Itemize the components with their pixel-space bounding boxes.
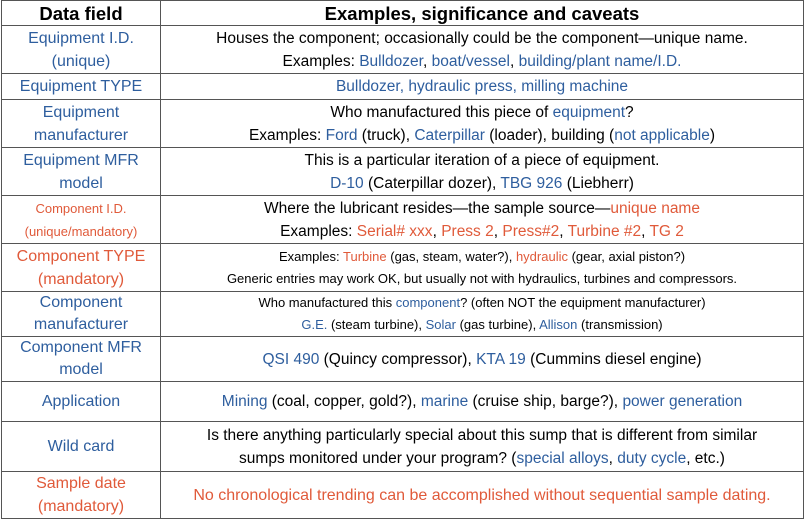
field-line: Component TYPE [16,247,146,265]
description-line: This is a particular iteration of a piece of equipment. [304,151,660,169]
table-row [2,382,804,422]
description-line: QSI 490 (Quincy compressor), KTA 19 (Cummins diesel engine) [262,350,702,368]
field-cell [2,196,161,244]
description-line: D-10 (Caterpillar dozer), TBG 926 (Liebherr) [330,174,634,192]
field-line: Component [39,294,123,311]
header-data-field: Data field [2,1,161,26]
field-line: Application [41,393,121,410]
field-cell [2,26,161,74]
field-line: (unique/mandatory) [24,223,138,239]
field-line: Component MFR [20,339,142,356]
field-line: (unique) [51,52,111,70]
description-line: Examples: Bulldozer, boat/vessel, building/plant name/I.D. [282,52,682,70]
description-cell [161,337,804,382]
field-cell [2,148,161,196]
description-line: Who manufactured this piece of equipment? [330,103,634,121]
table-row [2,26,804,74]
field-line: (mandatory) [37,270,125,288]
description-cell [161,472,804,519]
description-cell [161,148,804,196]
description-line: sumps monitored under your program? (special alloys, duty cycle, etc.) [239,449,725,467]
field-cell [2,244,161,292]
field-line: Equipment MFR [23,151,139,169]
description-cell [161,26,804,74]
description-line: No chronological trending can be accomplished without sequential sample dating. [193,486,771,504]
description-line: G.E. (steam turbine), Solar (gas turbine), Allison (transmission) [301,317,663,332]
table-row [2,337,804,382]
description-cell [161,196,804,244]
field-line: (mandatory) [37,498,125,515]
description-line: Bulldozer, hydraulic press, milling machine [335,78,629,95]
description-line: Generic entries may work OK, but usually not with hydraulics, turbines and compressors. [226,270,738,286]
description-cell [161,244,804,292]
field-cell [2,422,161,472]
field-line: manufacturer [33,316,129,333]
field-cell [2,74,161,100]
table-row [2,148,804,196]
description-line: Who manufactured this component? (often NOT the equipment manufacturer) [258,295,706,310]
field-line: Sample date [36,475,126,492]
field-cell [2,292,161,337]
description-line: Mining (coal, copper, gold?), marine (cruise ship, barge?), power generation [221,393,743,410]
field-line: manufacturer [33,126,129,144]
field-line: Wild card [47,438,115,455]
table-row [2,74,804,100]
field-line: model [59,174,103,192]
field-cell [2,472,161,519]
field-line: Equipment [42,103,120,121]
field-cell [2,100,161,148]
description-cell [161,74,804,100]
header-examples: Examples, significance and caveats [161,1,804,26]
data-field-table [1,0,804,519]
field-line: model [59,361,103,378]
table-row [2,472,804,519]
field-line: Equipment I.D. [28,29,134,47]
table-row [2,100,804,148]
description-line: Examples: Ford (truck), Caterpillar (loader), building (not applicable) [248,126,716,144]
description-line: Is there anything particularly special about this sump that is different from similar [206,426,758,444]
table-row [2,292,804,337]
description-cell [161,382,804,422]
description-line: Examples: Serial# xxx, Press 2, Press#2, Turbine #2, TG 2 [280,222,684,240]
description-cell [161,422,804,472]
description-cell [161,292,804,337]
field-cell [2,337,161,382]
description-line: Houses the component; occasionally could be the component—unique name. [216,29,748,47]
description-cell [161,100,804,148]
table-row [2,244,804,292]
table-row [2,422,804,472]
table-row [2,196,804,244]
field-line: Component I.D. [35,200,127,216]
field-cell [2,382,161,422]
description-line: Examples: Turbine (gas, steam, water?), hydraulic (gear, axial piston?) [278,248,686,264]
description-line: Where the lubricant resides—the sample source—unique name [264,199,700,217]
field-line: Equipment TYPE [19,78,143,95]
header-row [2,1,804,26]
